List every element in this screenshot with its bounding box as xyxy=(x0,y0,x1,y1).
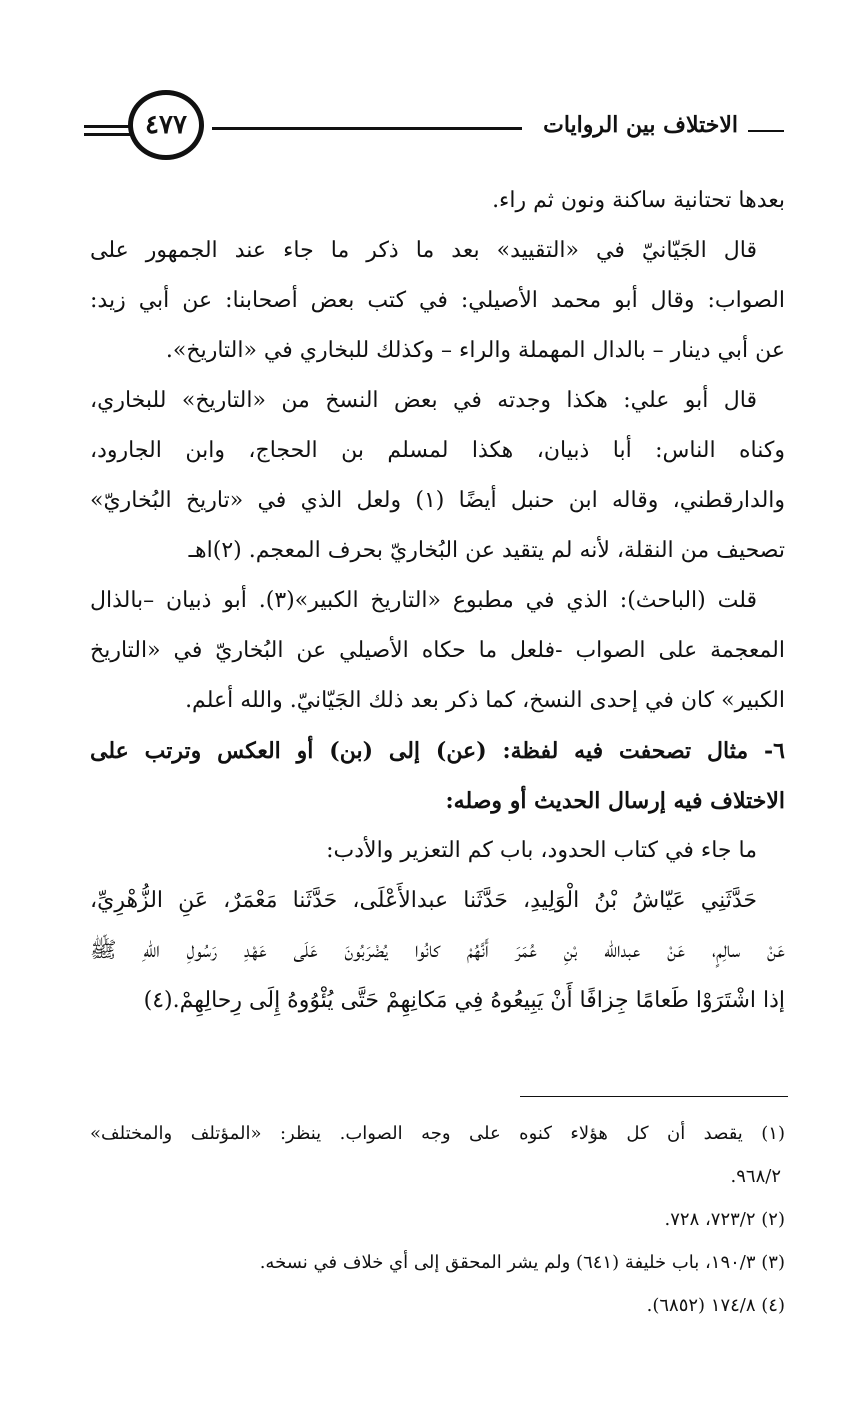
text-line: الاختلاف فيه إرسال الحديث أو وصله: xyxy=(445,788,785,814)
footnotes xyxy=(90,1112,785,1327)
text-line: قال أبو علي: هكذا وجدته في بعض النسخ من «التاريخ» للبخاري، xyxy=(90,388,757,413)
text-line: الكبير» كان في إحدى النسخ، كما ذكر بعد ذلك الجَيّانيّ. والله أعلم. xyxy=(185,688,785,713)
text-line: عَنْ سالِمٍ، عَنْ عبدالله بْنِ عُمَرَ أَنَّهُمْ كانُوا يُضْرَبُونَ عَلَى عَهْدِ رَسُولِ اللهِ ﷺ xyxy=(90,938,785,963)
main-text xyxy=(90,176,785,1026)
text-line: والدارقطني، وقاله ابن حنبل أيضًا (١) ولعل الذي في «تاريخ البُخاريّ» xyxy=(90,488,785,513)
text-line: تصحيف من النقلة، لأنه لم يتقيد عن البُخاريّ بحرف المعجم. (٢)اهـ xyxy=(188,538,785,563)
text-line: الصواب: وقال أبو محمد الأصيلي: في كتب بعض أصحابنا: عن أبي زيد: xyxy=(90,288,785,313)
text-line: قلت (الباحث): الذي في مطبوع «التاريخ الكبير»(٣). أبو ذبيان –بالذال xyxy=(90,588,757,613)
footnote-line: ٩٦٨/٢. xyxy=(730,1166,781,1187)
footnote-line: (٣) ١٩٠/٣، باب خليفة (٦٤١) ولم يشر المحقق إلى أي خلاف في نسخه. xyxy=(259,1252,785,1273)
text-line: المعجمة على الصواب -فلعل ما حكاه الأصيلي عن البُخاريّ في «التاريخ xyxy=(90,638,785,663)
footnote-separator xyxy=(520,1096,788,1097)
text-line: ٦- مثال تصحفت فيه لفظة: (عن) إلى (بن) أو العكس وترتب على xyxy=(90,738,785,764)
text-line: حَدَّثَنِي عَيّاشُ بْنُ الْوَلِيدِ، حَدَّثَنا عبدالأَعْلَى، حَدَّثَنا مَعْمَرٌ، عَنِ الزُّهْرِيِّ، xyxy=(90,888,757,913)
header-rule-left-bottom xyxy=(84,133,130,136)
text-line: عن أبي دينار – بالدال المهملة والراء – وكذلك للبخاري في «التاريخ». xyxy=(165,338,785,363)
header-rule-left-top xyxy=(84,125,130,128)
text-line: ما جاء في كتاب الحدود، باب كم التعزير والأدب: xyxy=(326,838,757,863)
header-dash xyxy=(748,130,784,132)
chapter-title: الاختلاف بين الروايات xyxy=(543,112,738,138)
text-line: قال الجَيّانيّ في «التقييد» بعد ما ذكر ما جاء عند الجمهور على xyxy=(90,238,757,263)
text-line: إذا اشْتَرَوْا طَعامًا جِزافًا أَنْ يَبِيعُوهُ فِي مَكانِهِمْ حَتَّى يُئْوُوهُ إِلَى رِحالِهِمْ.(٤) xyxy=(143,988,785,1013)
footnote-line: (١) يقصد أن كل هؤلاء كنوه على وجه الصواب. ينظر: «المؤتلف والمختلف» xyxy=(90,1123,785,1144)
footnote-line: (٢) ٧٢٣/٢، ٧٢٨. xyxy=(664,1209,785,1230)
text-line: بعدها تحتانية ساكنة ونون ثم راء. xyxy=(492,188,785,213)
running-header xyxy=(84,84,784,164)
header-rule xyxy=(212,127,522,130)
page-number: ٤٧٧ xyxy=(128,90,204,160)
footnote-line: (٤) ١٧٤/٨ (٦٨٥٢). xyxy=(646,1295,785,1316)
text-line: وكناه الناس: أبا ذبيان، هكذا لمسلم بن الحجاج، وابن الجارود، xyxy=(90,438,785,463)
